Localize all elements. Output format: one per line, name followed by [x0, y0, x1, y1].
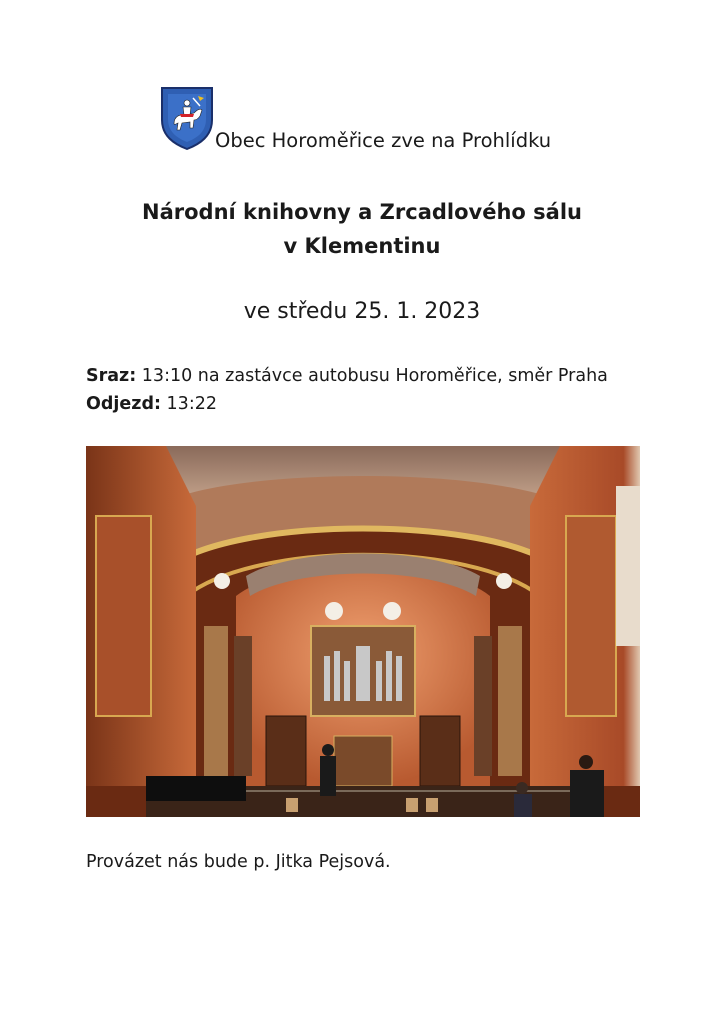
departure-row: [86, 394, 217, 414]
event-title-line1: Národní knihovny a Zrcadlového sálu: [142, 200, 582, 224]
guide-note: Provázet nás bude p. Jitka Pejsová.: [86, 852, 391, 872]
departure-value: 13:22: [160, 394, 217, 414]
departure-label: Odjezd:: [86, 394, 161, 414]
meeting-value: 13:10 na zastávce autobusu Horoměřice, směr Praha: [136, 366, 608, 386]
coat-of-arms-icon: [160, 86, 214, 150]
meeting-row: [86, 366, 608, 386]
event-title-line2: v Klementinu: [283, 234, 441, 258]
event-date: ve středu 25. 1. 2023: [243, 299, 481, 324]
mirror-hall-photo: [86, 446, 640, 817]
meeting-label: Sraz:: [86, 366, 137, 386]
invitation-intro: Obec Horoměřice zve na Prohlídku: [215, 129, 552, 152]
